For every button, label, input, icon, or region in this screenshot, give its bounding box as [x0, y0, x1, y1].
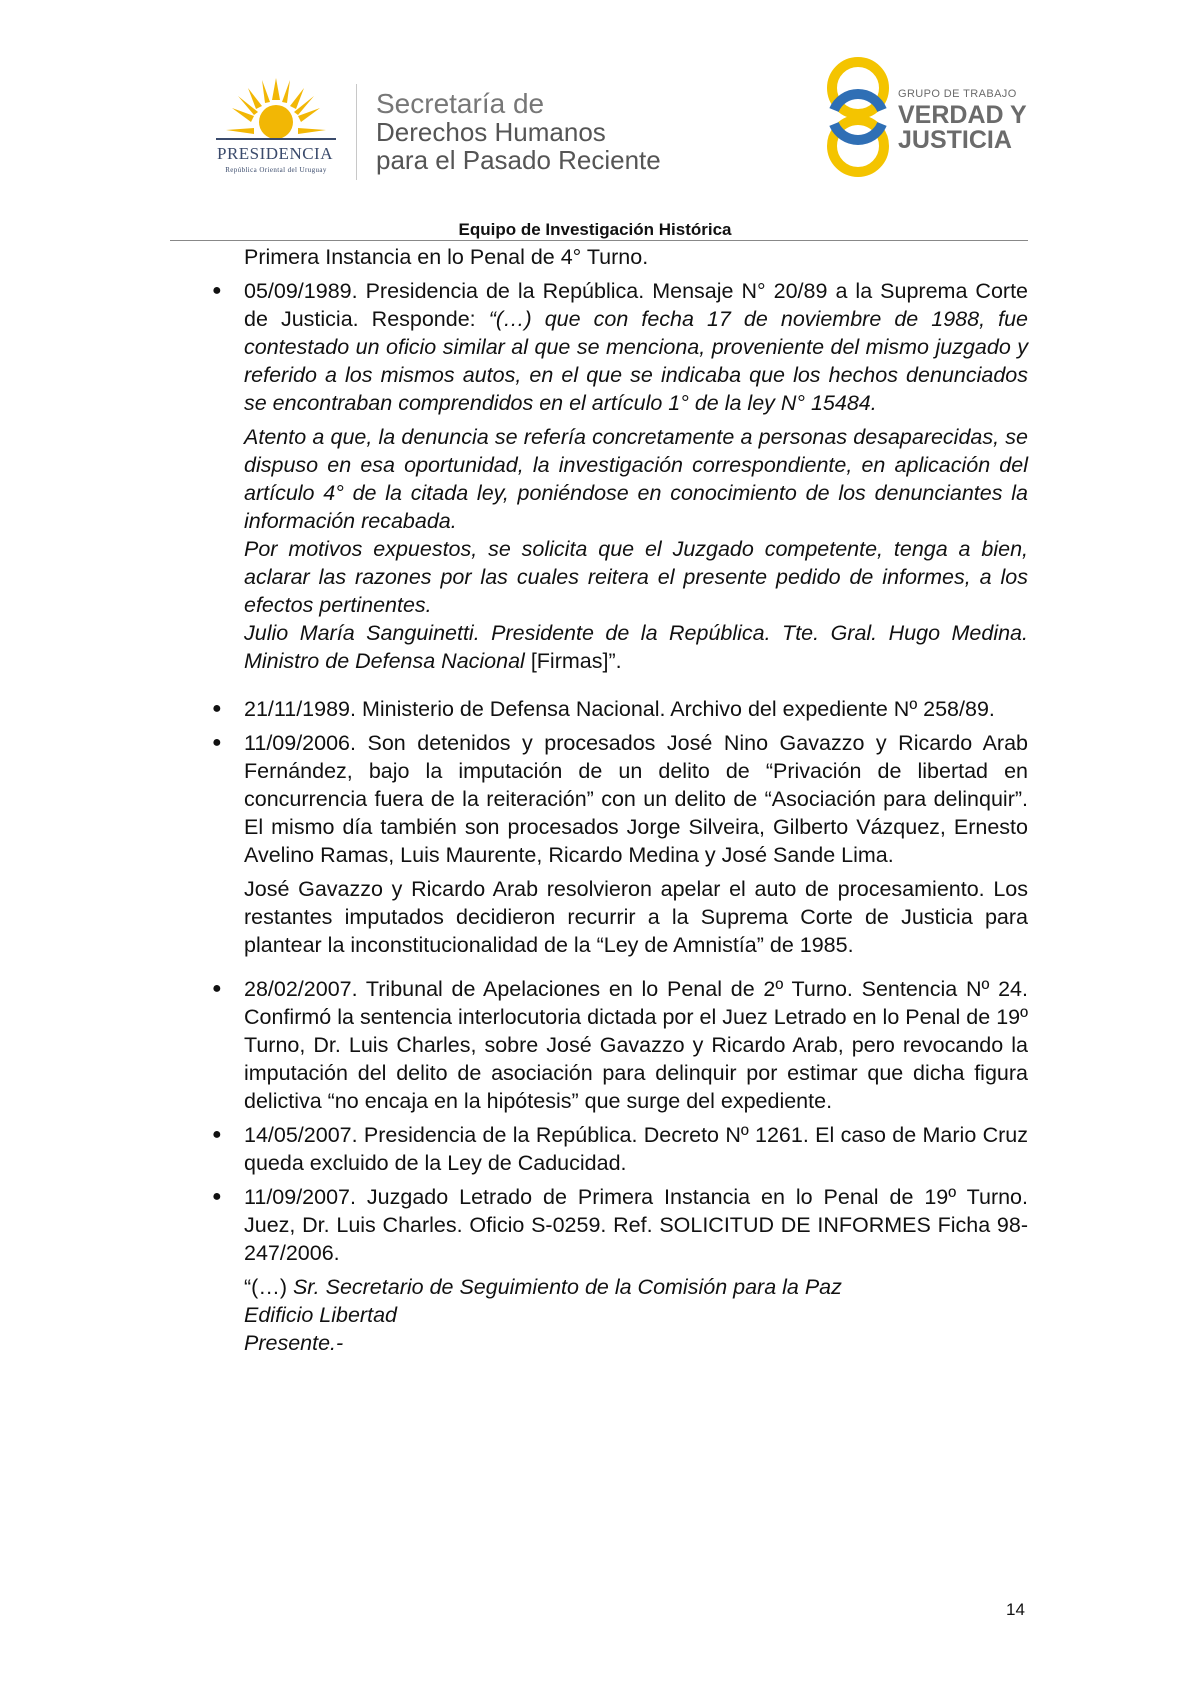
verdad-label: VERDAD Y [898, 101, 1027, 129]
list-item [212, 277, 1028, 675]
item-text-plain: 05/09/1989. Presidencia de la República. Mensaje N° 20/89 a la Suprema Corte de Justicia. Responde: [244, 279, 1028, 331]
secretaria-line-2: Derechos Humanos [376, 117, 606, 147]
item-text: 14/05/2007. Presidencia de la República. Decreto Nº 1261. El caso de Mario Cruz queda excluido de la Ley de Caducidad. [244, 1123, 1028, 1175]
bullet-icon: ● [212, 980, 222, 997]
quote-paragraph: Por motivos expuestos, se solicita que el Juzgado competente, tenga a bien, aclarar las razones por las cuales reitera el presente pedido de informes, a los efectos pertinentes. [244, 537, 1028, 617]
sun-icon [196, 78, 356, 148]
quote-address [244, 1273, 1028, 1301]
list-item [212, 1183, 1028, 1357]
continued-line: Primera Instancia en lo Penal de 4° Turno. [244, 245, 649, 269]
justicia-label: JUSTICIA [898, 126, 1012, 154]
page-number: 14 [1006, 1600, 1025, 1619]
item-paragraph: José Gavazzo y Ricardo Arab resolvieron apelar el auto de procesamiento. Los restantes imputados decidieron recurrir a la Suprema Corte de Justicia para plantear la inconstitucionalidad de la “Ley de Amnistía” de 1985. [244, 877, 1028, 957]
page-body [212, 243, 1028, 1357]
bullet-icon: ● [212, 700, 222, 717]
secretaria-line-3: para el Pasado Reciente [376, 145, 661, 175]
bullet-icon: ● [212, 1188, 222, 1205]
presidencia-subtitle: República Oriental del Uruguay [225, 166, 327, 174]
quote-signature [244, 619, 1028, 675]
quote-building: Edificio Libertad [244, 1303, 397, 1327]
quote-open: “(…) [244, 1275, 293, 1299]
item-text [244, 277, 1028, 417]
page-header [0, 0, 1190, 240]
rings-icon [820, 54, 896, 180]
signature-note: [Firmas]”. [530, 649, 622, 673]
bullet-icon: ● [212, 734, 222, 751]
secretaria-line-1: Secretaría de [376, 88, 545, 119]
item-text: 21/11/1989. Ministerio de Defensa Nacional. Archivo del expediente Nº 258/89. [244, 697, 995, 721]
list-item [212, 695, 1028, 723]
header-rule [170, 240, 1028, 241]
verdad-justicia-logo [820, 54, 1060, 184]
item-text: 28/02/2007. Tribunal de Apelaciones en lo Penal de 2º Turno. Sentencia Nº 24. Confirmó la sentencia interlocutoria dictada por el Juez Letrado en lo Penal de 19º Turno, Dr. Luis Charles, sobre José Gavazzo y Ricardo Arab, pero revocando la imputación del delito de asociación para delinquir por estimar que dicha figura delictiva “no encaja en la hipótesis” que surge del expediente. [244, 977, 1028, 1113]
item-text-quote: “(…) que con fecha 17 de noviembre de 1988, fue contestado un oficio similar al que se menciona, proveniente del mismo juzgado y referido a los mismos autos, en el que se indicaba que los hechos denunciados se encontraban comprendidos en el artículo 1° de la ley N° 15484. [244, 307, 1028, 415]
grupo-label: GRUPO DE TRABAJO [898, 88, 1017, 100]
list-item [212, 975, 1028, 1115]
presidencia-wordmark: PRESIDENCIA [216, 144, 333, 163]
header-divider [356, 84, 357, 180]
item-text: 11/09/2006. Son detenidos y procesados José Nino Gavazzo y Ricardo Arab Fernández, bajo la imputación de un delito de “Privación de libertad en concurrencia fuera de la reiteración” con un delito de “Asociación para delinquir”. El mismo día también son procesados Jorge Silveira, Gilberto Vázquez, Ernesto Avelino Ramas, Luis Maurente, Ricardo Medina y José Sande Lima. [244, 731, 1028, 867]
quote-paragraph: Atento a que, la denuncia se refería concretamente a personas desaparecidas, se dispuso en esa oportunidad, la investigación correspondiente, en aplicación del artículo 4° de la citada ley, poniéndose en conocimiento de los denunciantes la información recabada. [244, 425, 1028, 533]
quote-presente: Presente.- [244, 1331, 344, 1355]
team-title: Equipo de Investigación Histórica [458, 220, 732, 239]
signature-names: Julio María Sanguinetti. Presidente de la República. Tte. Gral. Hugo Medina. Ministro de Defensa Nacional [244, 621, 1028, 673]
quote-recipient: Sr. Secretario de Seguimiento de la Comisión para la Paz [292, 1275, 842, 1299]
secretaria-title [376, 90, 661, 174]
item-text: 11/09/2007. Juzgado Letrado de Primera Instancia en lo Penal de 19º Turno. Juez, Dr. Luis Charles. Oficio S-0259. Ref. SOLICITUD DE INFORMES Ficha 98-247/2006. [244, 1185, 1028, 1265]
presidencia-logo [196, 78, 356, 178]
bullet-icon: ● [212, 282, 222, 299]
list-item [212, 1121, 1028, 1177]
list-item [212, 729, 1028, 959]
bullet-icon: ● [212, 1126, 222, 1143]
